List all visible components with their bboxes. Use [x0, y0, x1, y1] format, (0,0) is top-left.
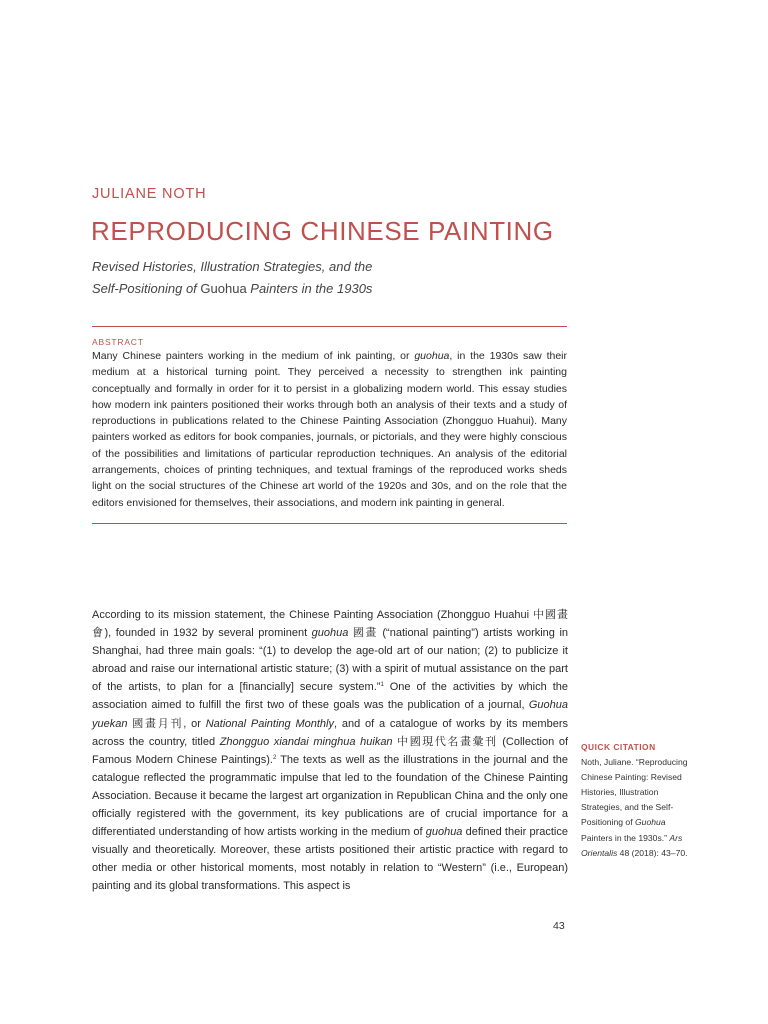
author-name: JULIANE NOTH [92, 186, 207, 202]
abstract-text [92, 348, 567, 511]
footnote-ref-2[interactable]: 2 [272, 754, 277, 761]
abstract-bottom-rule [92, 523, 567, 524]
citation-italic-1: Guohua [634, 817, 666, 828]
subtitle-line-2-prefix: Self-Positioning of [92, 281, 201, 296]
subtitle-line-1: Revised Histories, Illustration Strategies, and the [92, 259, 373, 274]
citation-part-1: Noth, Juliane. “Reproducing Chinese Painting: Revised Histories, Illustration Strategies, and the Self-Positioning of [581, 757, 688, 828]
quick-citation [581, 740, 691, 861]
citation-journal: Ars Orientalis [581, 832, 683, 858]
abstract-top-rule [92, 326, 567, 327]
body-text-4: 國畫月刊, or [127, 717, 206, 730]
body-text-6: 中國現代名畫彙刊 (Collection of Famous Modern Chinese Paintings). [92, 735, 568, 766]
body-text-7: The texts as well as the illustrations in the journal and the catalogue reflected the programmatic impulse that led to the foundation of the Chinese Painting Association. Because it became the largest art organization in Republican China and the only one officially registered with the government, its key publications are of crucial importance for a differentiated understanding of how artists working in the medium of [92, 753, 569, 839]
quick-citation-text [581, 755, 691, 861]
body-italic-2: Guohua yuekan [92, 699, 568, 730]
body-italic-5: guohua [425, 826, 463, 839]
body-text-1: According to its mission statement, the Chinese Painting Association (Zhongguo Huahui 中國畫會), founded in 1932 by several prominent [92, 609, 568, 640]
body-text-3: One of the activities by which the association aimed to fulfill the first two of these goals was the publication of a journal, [92, 681, 568, 712]
abstract-part-1: Many Chinese painters working in the medium of ink painting, or [92, 350, 415, 362]
body-text-2: 國畫 (“national painting”) artists working in Shanghai, had three main goals: “(1) to develop the age-old art of our nation; (2) to publicize it abroad and raise our international artistic stature; (3) with a spirit of mutual assistance on the part of the artists, to plan for a [financially] secure system.” [92, 627, 569, 694]
quick-citation-label: QUICK CITATION [581, 742, 656, 752]
citation-part-3: 48 (2018): 43–70. [617, 847, 688, 858]
subtitle-line-2-suffix: Painters in the 1930s [246, 281, 373, 296]
body-text-8: defined their practice visually and theoretically. Moreover, these artists positioned their artistic practice with regard to other media or other historical moments, most notably in relation to “Western” (i.e., European) painting and its global transformations. This aspect is [92, 826, 568, 893]
abstract-part-2: , in the 1930s saw their medium at a historical turning point. They perceived a necessity to strengthen ink painting conceptually and formally in order for it to persist in a globalizing modern world. This essay studies how modern ink painters positioned their works through both an analysis of their texts and a study of reproductions in publications related to the Chinese Painting Association (Zhongguo Huahui). Many painters worked as editors for book companies, journals, or pictorials, and they were highly conscious of the possibilities and limitations of particular reproduction techniques. An analysis of the editorial arrangements, choices of printing techniques, and textual framings of the reproduced works sheds light on the social structures of the Chinese art world of the 1920s and 30s, and on the role that the editors envisioned for themselves, their associations, and modern ink painting in general. [92, 350, 567, 509]
subtitle-term: Guohua [200, 281, 247, 296]
page-number: 43 [553, 920, 565, 932]
body-paragraph [92, 606, 568, 896]
abstract-term: guohua [414, 350, 450, 362]
article-title: REPRODUCING CHINESE PAINTING [91, 216, 554, 246]
body-italic-4: Zhongguo xiandai minghua huikan [219, 735, 393, 748]
citation-part-2: Painters in the 1930s.” [581, 832, 670, 843]
abstract-label: ABSTRACT [92, 337, 144, 347]
body-italic-1: guohua [311, 627, 349, 640]
article-subtitle [92, 256, 372, 300]
footnote-ref-1[interactable]: 1 [380, 682, 384, 689]
body-italic-3: National Painting Monthly [205, 717, 334, 730]
body-text-5: , and of a catalogue of works by its members across the country, titled [92, 717, 568, 748]
